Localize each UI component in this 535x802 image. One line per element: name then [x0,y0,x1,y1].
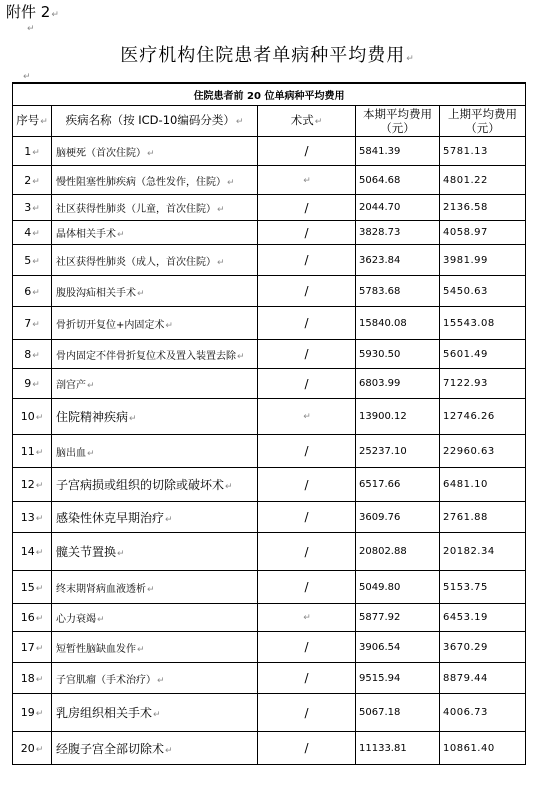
row-disease-name-text: 腹股沟疝相关手术 [56,287,136,299]
row-previous-cost: 22960.63 [440,435,526,468]
paragraph-mark: ↵ [137,644,145,655]
attachment-label [6,2,59,25]
row-no-text: 9 [24,377,32,390]
row-disease-name [52,694,258,732]
row-disease-name [52,468,258,502]
paragraph-mark: ↵ [117,230,125,240]
row-previous-cost: 6481.10 [440,468,526,502]
row-operation [258,166,356,195]
row-previous-cost: 3981.99 [440,245,526,276]
row-no-text: 12 [20,478,35,491]
row-no [13,604,52,632]
table-row [13,221,526,245]
row-no-text: 6 [24,284,32,298]
row-no [13,245,52,276]
paragraph-mark: ↵ [32,176,40,187]
row-no [13,399,52,435]
row-previous-cost: 4006.73 [440,694,526,732]
paragraph-mark: ↵ [303,613,311,623]
paragraph-mark: ↵ [35,481,44,491]
row-no-text: 4 [24,226,32,239]
row-disease-name [52,732,258,765]
row-current-cost: 5049.80 [356,571,440,604]
paragraph-mark: ↵ [129,414,137,424]
row-operation: / [258,571,356,604]
document-title [0,43,535,72]
row-no-text: 14 [20,545,35,558]
row-previous-cost: 7122.93 [440,369,526,399]
table-row [13,663,526,694]
attachment-text: 附件 2 [6,3,51,21]
row-operation [258,604,356,632]
paragraph-mark: ↵ [32,256,40,267]
paragraph-mark: ↵ [165,514,173,525]
header-current-line1: 本期平均费用 [363,107,432,121]
row-current-cost: 25237.10 [356,435,440,468]
row-disease-name [52,340,258,369]
table-row [13,502,526,533]
row-no-text: 10 [20,410,35,423]
row-operation: / [258,694,356,732]
row-previous-cost: 12746.26 [440,399,526,435]
row-previous-cost: 10861.40 [440,732,526,765]
paragraph-mark: ↵ [23,72,31,82]
table-row [13,533,526,571]
paragraph-mark: ↵ [137,288,145,299]
row-operation: / [258,468,356,502]
paragraph-mark: ↵ [406,54,415,64]
row-current-cost: 15840.08 [356,307,440,340]
paragraph-mark: ↵ [35,413,44,423]
row-disease-name [52,369,258,399]
cost-table [12,82,526,765]
row-operation: / [258,369,356,399]
paragraph-mark: ↵ [217,205,225,215]
row-no-text: 7 [24,316,32,330]
paragraph-mark: ↵ [32,319,40,330]
paragraph-mark: ↵ [165,745,173,756]
paragraph-mark: ↵ [32,204,40,214]
row-disease-name-text: 髋关节置换 [56,545,117,559]
row-disease-name [52,307,258,340]
row-no [13,195,52,221]
row-disease-name-text: 短暂性脑缺血发作 [56,643,136,655]
row-no-text: 16 [20,611,35,624]
row-disease-name [52,276,258,307]
table-row [13,694,526,732]
paragraph-mark: ↵ [87,381,95,391]
table-row [13,732,526,765]
row-no [13,663,52,694]
row-disease-name-text: 脑梗死（首次住院） [56,147,146,159]
row-no-text: 11 [20,444,35,458]
row-no [13,166,52,195]
row-disease-name-text: 骨折切开复位+内固定术 [56,319,165,331]
row-no [13,137,52,166]
row-operation: / [258,533,356,571]
paragraph-mark: ↵ [51,10,59,20]
row-no-text: 19 [20,706,35,719]
header-name-text: 疾病名称（按 ICD-10编码分类） [65,113,235,127]
row-operation: / [258,221,356,245]
row-no [13,502,52,533]
row-no-text: 13 [20,510,35,524]
row-current-cost: 13900.12 [356,399,440,435]
header-previous-line1: 上期平均费用 [448,107,517,121]
row-disease-name [52,604,258,632]
row-disease-name-text: 经腹子宫全部切除术 [56,741,165,756]
paragraph-mark: ↵ [32,229,40,239]
row-disease-name [52,533,258,571]
paragraph-mark: ↵ [35,583,44,594]
paragraph-mark: ↵ [303,175,311,186]
row-previous-cost: 4058.97 [440,221,526,245]
row-operation: / [258,276,356,307]
row-disease-name-text: 社区获得性肺炎（儿童，首次住院） [56,204,216,215]
paragraph-mark: ↵ [303,412,311,422]
row-disease-name-text: 住院精神疾病 [56,410,129,424]
row-operation: / [258,435,356,468]
row-no [13,632,52,663]
paragraph-mark: ↵ [165,320,173,331]
row-current-cost: 3906.54 [356,632,440,663]
row-no [13,276,52,307]
header-name [52,106,258,137]
paragraph-mark: ↵ [227,177,235,188]
row-disease-name-text: 晶体相关手术 [56,229,116,240]
header-no-text: 序号 [16,113,40,127]
row-disease-name-text: 子宫肌瘤（手术治疗） [56,674,156,686]
row-disease-name-text: 乳房组织相关手术 [56,706,153,720]
paragraph-mark: ↵ [35,674,44,685]
row-current-cost: 5067.18 [356,694,440,732]
row-operation: / [258,245,356,276]
row-operation: / [258,632,356,663]
row-no-text: 3 [24,201,32,214]
table-row [13,632,526,663]
header-operation-text: 术式 [290,113,314,127]
row-disease-name-text: 终末期肾病血液透析 [56,583,146,595]
paragraph-mark: ↵ [314,117,323,127]
table-header-row [13,106,526,137]
table-row [13,307,526,340]
row-disease-name [52,166,258,195]
row-disease-name-text: 慢性阻塞性肺疾病（急性发作，住院） [56,176,226,188]
row-operation: / [258,195,356,221]
row-no [13,369,52,399]
row-disease-name [52,221,258,245]
table-row [13,245,526,276]
row-current-cost: 6803.99 [356,369,440,399]
paragraph-mark: ↵ [35,643,44,654]
paragraph-mark: ↵ [225,482,233,492]
table-row [13,369,526,399]
row-disease-name-text: 剖宫产 [56,380,86,391]
table-caption-row [13,83,526,106]
row-previous-cost: 2136.58 [440,195,526,221]
row-no [13,468,52,502]
paragraph-mark: ↵ [217,257,225,268]
row-current-cost: 5841.39 [356,137,440,166]
paragraph-mark: ↵ [40,117,48,127]
row-no-text: 2 [24,173,32,187]
row-previous-cost: 5450.63 [440,276,526,307]
row-disease-name [52,502,258,533]
row-current-cost: 20802.88 [356,533,440,571]
row-current-cost: 11133.81 [356,732,440,765]
row-current-cost: 3623.84 [356,245,440,276]
table-row [13,604,526,632]
row-no [13,221,52,245]
paragraph-mark: ↵ [235,117,244,127]
row-no-text: 17 [20,640,35,654]
row-current-cost: 6517.66 [356,468,440,502]
table-row [13,571,526,604]
header-no [13,106,52,137]
row-no-text: 15 [20,580,35,594]
row-operation: / [258,307,356,340]
row-no [13,307,52,340]
row-current-cost: 2044.70 [356,195,440,221]
paragraph-mark: ↵ [147,584,155,595]
row-operation: / [258,137,356,166]
row-current-cost: 5877.92 [356,604,440,632]
row-no [13,732,52,765]
row-operation: / [258,340,356,369]
paragraph-mark: ↵ [32,147,40,158]
table-caption: 住院患者前 20 位单病种平均费用 [13,83,526,106]
row-no [13,340,52,369]
row-previous-cost: 5153.75 [440,571,526,604]
row-previous-cost: 15543.08 [440,307,526,340]
paragraph-mark: ↵ [117,549,125,559]
table-row [13,276,526,307]
table-row [13,195,526,221]
header-current [356,106,440,137]
row-no [13,533,52,571]
header-previous [440,106,526,137]
paragraph-mark: ↵ [157,675,165,686]
paragraph-mark: ↵ [32,350,40,361]
row-disease-name-text: 骨内固定不伴骨折复位术及置入装置去除 [56,350,236,362]
row-previous-cost: 20182.34 [440,533,526,571]
row-operation: / [258,732,356,765]
row-previous-cost: 3670.29 [440,632,526,663]
paragraph-mark: ↵ [32,380,40,390]
table-row [13,435,526,468]
row-no-text: 20 [20,741,35,755]
header-previous-line2: （元） [465,121,500,135]
row-current-cost: 5930.50 [356,340,440,369]
table-row [13,166,526,195]
paragraph-mark: ↵ [35,614,44,624]
row-no-text: 18 [20,671,35,685]
row-disease-name [52,137,258,166]
row-no [13,435,52,468]
paragraph-mark: ↵ [153,710,161,720]
row-disease-name-text: 子宫病损或组织的切除或破坏术 [56,478,225,492]
row-operation [258,399,356,435]
paragraph-mark: ↵ [35,548,44,558]
row-previous-cost: 5601.49 [440,340,526,369]
row-no-text: 5 [24,253,32,267]
table-row [13,340,526,369]
row-disease-name [52,195,258,221]
row-disease-name [52,632,258,663]
row-operation: / [258,663,356,694]
row-no [13,571,52,604]
paragraph-mark: ↵ [27,24,35,34]
row-disease-name [52,435,258,468]
table-row [13,399,526,435]
paragraph-mark: ↵ [237,351,245,362]
paragraph-mark: ↵ [97,615,105,625]
header-operation [258,106,356,137]
row-current-cost: 5783.68 [356,276,440,307]
paragraph-mark: ↵ [35,513,44,524]
row-previous-cost: 2761.88 [440,502,526,533]
table-row [13,468,526,502]
paragraph-mark: ↵ [147,148,155,159]
row-disease-name [52,663,258,694]
paragraph-mark: ↵ [35,744,44,755]
row-current-cost: 3828.73 [356,221,440,245]
document-title-text: 医疗机构住院患者单病种平均费用 [120,45,406,66]
row-no-text: 1 [24,144,32,158]
row-previous-cost: 6453.19 [440,604,526,632]
paragraph-mark: ↵ [35,709,44,719]
row-disease-name-text: 社区获得性肺炎（成人，首次住院） [56,256,216,268]
row-disease-name-text: 心力衰竭 [56,614,96,625]
paragraph-mark: ↵ [32,287,40,298]
row-current-cost: 5064.68 [356,166,440,195]
row-disease-name [52,399,258,435]
table-row [13,137,526,166]
row-no [13,694,52,732]
row-no-text: 8 [24,347,32,361]
header-current-line2: （元） [380,121,415,135]
row-current-cost: 3609.76 [356,502,440,533]
row-current-cost: 9515.94 [356,663,440,694]
row-disease-name [52,245,258,276]
paragraph-mark: ↵ [35,447,44,458]
row-disease-name-text: 感染性休克早期治疗 [56,510,165,525]
row-disease-name-text: 脑出血 [56,447,86,459]
paragraph-mark: ↵ [87,448,95,459]
row-previous-cost: 4801.22 [440,166,526,195]
row-previous-cost: 8879.44 [440,663,526,694]
row-disease-name [52,571,258,604]
row-operation: / [258,502,356,533]
row-previous-cost: 5781.13 [440,137,526,166]
